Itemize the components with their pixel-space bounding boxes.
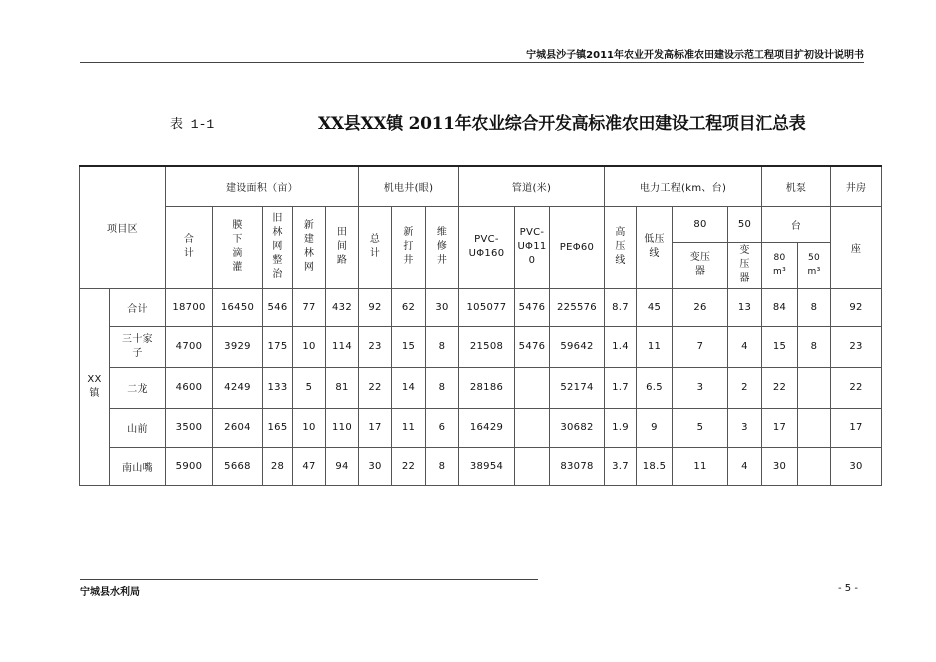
cell: 38954	[459, 447, 515, 485]
cell: 30	[762, 447, 798, 485]
cell: 105077	[459, 288, 515, 326]
cell: 5668	[213, 447, 263, 485]
col-old-net: 旧 林 网 整 治	[263, 206, 293, 288]
cell: 1.9	[605, 408, 637, 447]
table-row	[80, 288, 882, 326]
cell: 84	[762, 288, 798, 326]
cell: 30	[831, 447, 882, 485]
header-project-area: 项目区	[80, 166, 166, 288]
cell: 16429	[459, 408, 515, 447]
col-hv: 高 压 线	[605, 206, 637, 288]
cell: 8	[426, 447, 459, 485]
row-name: 三十家 子	[110, 326, 166, 367]
cell: 81	[326, 367, 359, 408]
cell	[798, 447, 831, 485]
row-name: 合计	[110, 288, 166, 326]
cell: 225576	[550, 288, 605, 326]
cell: 94	[326, 447, 359, 485]
cell: 8	[798, 288, 831, 326]
col-field-road: 田 间 路	[326, 206, 359, 288]
cell: 11	[673, 447, 728, 485]
col-transformer-b: 变 压 器	[728, 242, 762, 288]
cell: 5476	[515, 326, 550, 367]
cell: 30682	[550, 408, 605, 447]
col-pump-50: 50 m³	[798, 242, 831, 288]
cell: 175	[263, 326, 293, 367]
row-name: 南山嘴	[110, 447, 166, 485]
cell: 14	[392, 367, 426, 408]
cell: 165	[263, 408, 293, 447]
col-repair: 维 修 井	[426, 206, 459, 288]
cell: 17	[762, 408, 798, 447]
cell: 77	[293, 288, 326, 326]
town-cell: XX 镇	[80, 288, 110, 485]
cell: 3500	[166, 408, 213, 447]
cell: 22	[831, 367, 882, 408]
cell: 432	[326, 288, 359, 326]
col-transformer-a: 变压 器	[673, 242, 728, 288]
cell: 22	[392, 447, 426, 485]
cell: 8	[426, 326, 459, 367]
cell: 9	[637, 408, 673, 447]
cell: 5476	[515, 288, 550, 326]
col-well-total: 总 计	[359, 206, 392, 288]
header-divider	[80, 62, 864, 63]
cell: 4249	[213, 367, 263, 408]
cell: 11	[637, 326, 673, 367]
col-transformer-80: 80	[673, 206, 728, 242]
row-name: 二龙	[110, 367, 166, 408]
cell: 114	[326, 326, 359, 367]
cell: 16450	[213, 288, 263, 326]
cell: 4700	[166, 326, 213, 367]
cell: 110	[326, 408, 359, 447]
cell: 17	[359, 408, 392, 447]
col-film-drip: 膜 下 滴 灌	[213, 206, 263, 288]
cell: 7	[673, 326, 728, 367]
cell: 15	[762, 326, 798, 367]
cell: 4600	[166, 367, 213, 408]
cell	[515, 408, 550, 447]
cell: 11	[392, 408, 426, 447]
cell: 3	[728, 408, 762, 447]
table-row	[80, 326, 882, 367]
cell: 3929	[213, 326, 263, 367]
cell: 59642	[550, 326, 605, 367]
cell: 5900	[166, 447, 213, 485]
cell: 10	[293, 326, 326, 367]
header-power: 电力工程(km、台)	[605, 166, 762, 206]
cell: 1.4	[605, 326, 637, 367]
cell: 8	[798, 326, 831, 367]
cell: 30	[426, 288, 459, 326]
table-title: XX县XX镇 2011年农业综合开发高标准农田建设工程项目汇总表	[318, 114, 806, 134]
col-pump-80: 80 m³	[762, 242, 798, 288]
col-pvc110: PVC- UΦ11 0	[515, 206, 550, 288]
cell: 6	[426, 408, 459, 447]
cell: 23	[831, 326, 882, 367]
cell: 5	[673, 408, 728, 447]
cell: 17	[831, 408, 882, 447]
col-new-net: 新 建 林 网	[293, 206, 326, 288]
col-total: 合 计	[166, 206, 213, 288]
table-row	[80, 408, 882, 447]
col-pe60: PEΦ60	[550, 206, 605, 288]
cell: 3.7	[605, 447, 637, 485]
header-construction-area: 建设面积（亩）	[166, 166, 359, 206]
cell: 45	[637, 288, 673, 326]
cell: 5	[293, 367, 326, 408]
cell: 18700	[166, 288, 213, 326]
table-number: 表 1-1	[170, 117, 215, 132]
header-pumps: 机泵	[762, 166, 831, 206]
page-number: - 5 -	[838, 583, 858, 594]
col-pump-unit: 台	[762, 206, 831, 242]
cell: 83078	[550, 447, 605, 485]
cell: 22	[359, 367, 392, 408]
col-pvc160: PVC- UΦ160	[459, 206, 515, 288]
cell: 8	[426, 367, 459, 408]
cell: 1.7	[605, 367, 637, 408]
cell: 10	[293, 408, 326, 447]
cell: 52174	[550, 367, 605, 408]
cell: 92	[831, 288, 882, 326]
cell: 30	[359, 447, 392, 485]
cell: 92	[359, 288, 392, 326]
table-row	[80, 367, 882, 408]
cell: 28186	[459, 367, 515, 408]
header-wells: 机电井(眼)	[359, 166, 459, 206]
cell: 22	[762, 367, 798, 408]
col-lv: 低压 线	[637, 206, 673, 288]
cell: 4	[728, 326, 762, 367]
document-header-title: 宁城县沙子镇2011年农业开发高标准农田建设示范工程项目扩初设计说明书	[526, 50, 864, 61]
cell: 8.7	[605, 288, 637, 326]
footer-divider	[80, 579, 538, 580]
col-new-dig: 新 打 井	[392, 206, 426, 288]
cell	[515, 367, 550, 408]
row-name: 山前	[110, 408, 166, 447]
cell: 28	[263, 447, 293, 485]
header-pipes: 管道(米)	[459, 166, 605, 206]
cell: 47	[293, 447, 326, 485]
cell: 3	[673, 367, 728, 408]
cell: 2604	[213, 408, 263, 447]
cell: 133	[263, 367, 293, 408]
summary-table	[79, 165, 882, 486]
cell	[515, 447, 550, 485]
cell: 2	[728, 367, 762, 408]
cell: 18.5	[637, 447, 673, 485]
cell: 4	[728, 447, 762, 485]
footer-organization: 宁城县水利局	[80, 587, 140, 598]
cell	[798, 367, 831, 408]
col-house-unit: 座	[831, 206, 882, 288]
cell: 6.5	[637, 367, 673, 408]
cell: 26	[673, 288, 728, 326]
cell: 15	[392, 326, 426, 367]
cell: 13	[728, 288, 762, 326]
cell: 21508	[459, 326, 515, 367]
cell: 62	[392, 288, 426, 326]
col-transformer-50: 50	[728, 206, 762, 242]
table-row	[80, 447, 882, 485]
cell: 23	[359, 326, 392, 367]
header-well-house: 井房	[831, 166, 882, 206]
cell: 546	[263, 288, 293, 326]
cell	[798, 408, 831, 447]
